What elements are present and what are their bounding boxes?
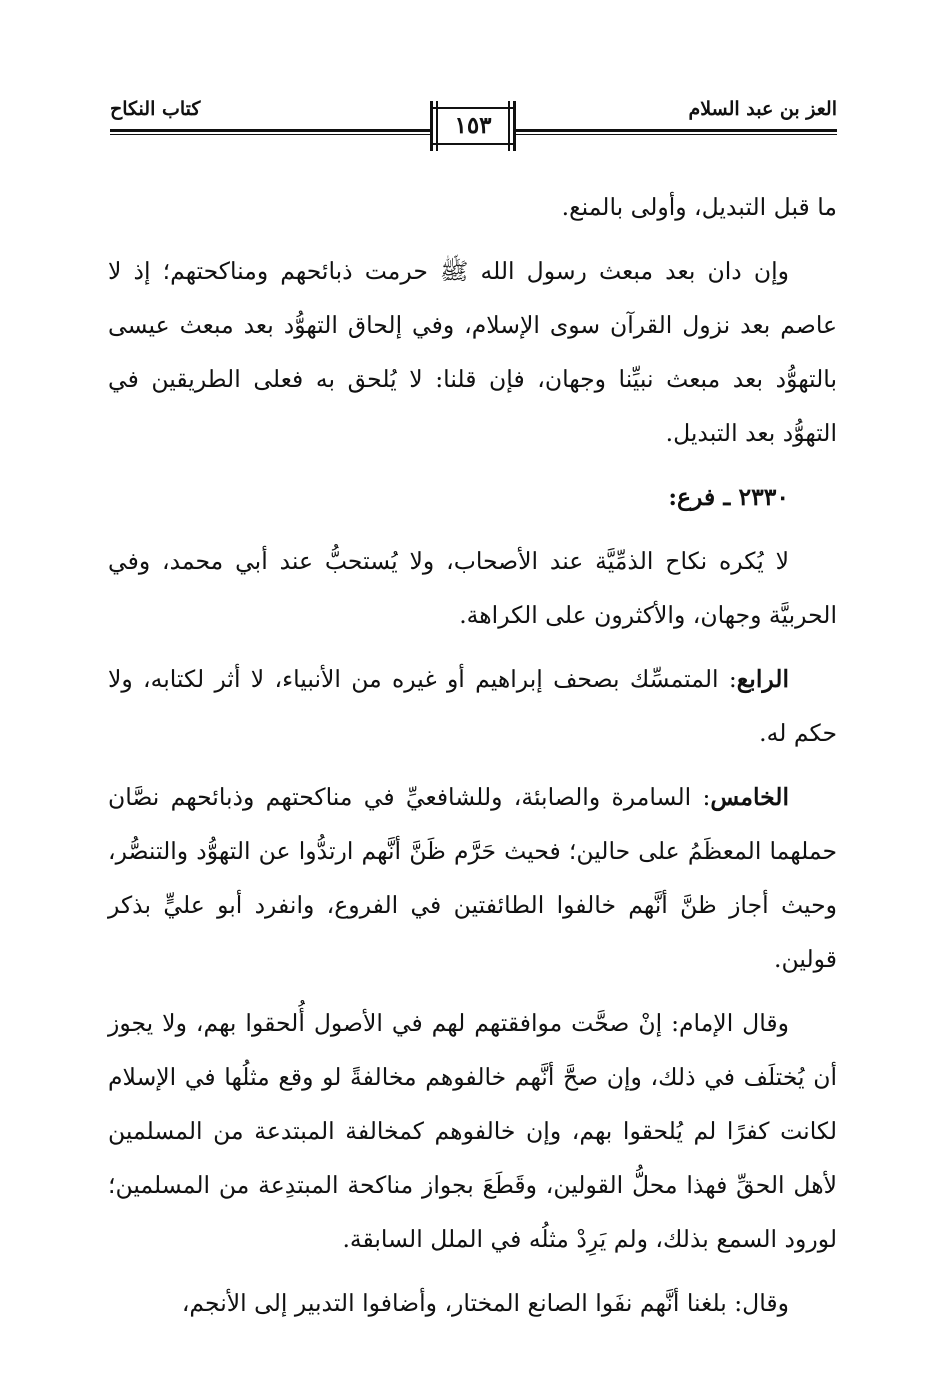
running-head-chapter: كتاب النكاح — [110, 98, 201, 120]
paragraph: ما قبل التبديل، وأولى بالمنع. — [561, 193, 837, 221]
paragraph-label: الرابع — [736, 665, 789, 693]
section-heading: ٢٣٣٠ ـ فرع: — [668, 483, 789, 511]
paragraph — [108, 770, 837, 986]
paragraph-text: : المتمسِّك بصحف إبراهيم أو غيره من الأنبياء، لا أثر لكتابه، ولا حكم له. — [108, 665, 837, 747]
page-number: ١٥٣ — [454, 112, 492, 139]
paragraph-text: : السامرة والصابئة، وللشافعيِّ في مناكحتهم وذبائحهم نصَّان حملهما المعظَمُ على حالين؛ فحيث حَرَّم ظَنَّ أنَّهم ارتدُّوا عن التهوُّد والتنصُّر، وحيث أجاز ظنَّ أنَّهم خالفوا الطائفتين في الفروع، وانفرد أبو عليٍّ بذكر قولين. — [108, 783, 838, 973]
frame-bar — [436, 101, 438, 151]
frame-top-line — [430, 107, 516, 109]
paragraph-label: الخامس — [710, 783, 789, 811]
body-text — [108, 180, 837, 1330]
frame-bar — [430, 101, 433, 151]
running-head-author: العز بن عبد السلام — [688, 98, 837, 120]
page-number-frame — [430, 101, 516, 151]
frame-bottom-line — [430, 143, 516, 145]
paragraph: لا يُكره نكاح الذمِّيَّة عند الأصحاب، ولا يُستحبُّ عند أبي محمد، وفي الحربيَّة وجهان، والأكثرون على الكراهة. — [108, 547, 837, 629]
frame-bar — [513, 101, 516, 151]
frame-bar — [508, 101, 510, 151]
paragraph: وقال الإمام: إنْ صحَّت موافقتهم لهم في الأصول أُلحقوا بهم، ولا يجوز أن يُختلَف في ذلك، وإن صحَّ أنَّهم خالفوهم مخالفةً لو وقع مثلُها في الإسلام لكانت كفرًا لم يُلحقوا بهم، وإن خالفوهم كمخالفة المبتدعة من المسلمين لأهل الحقِّ فهذا محلُّ القولين، وقَطَعَ بجواز مناكحة المبتدِعة من المسلمين؛ لورود السمع بذلك، ولم يَرِدْ مثلُه في الملل السابقة. — [108, 1009, 837, 1253]
paragraph: وإن دان بعد مبعث رسول الله ﷺ حرمت ذبائحهم ومناكحتهم؛ إذ لا عاصم بعد نزول القرآن سوى الإسلام، وفي إلحاق التهوُّد بعد مبعث عيسى بالتهوُّد بعد مبعث نبيِّنا وجهان، فإن قلنا: لا يُلحق به فعلى الطريقين في التهوُّد بعد التبديل. — [108, 257, 837, 447]
paragraph: وقال: بلغنا أنَّهم نفَوا الصانع المختار، وأضافوا التدبير إلى الأنجم، — [181, 1289, 789, 1317]
paragraph — [108, 652, 837, 760]
